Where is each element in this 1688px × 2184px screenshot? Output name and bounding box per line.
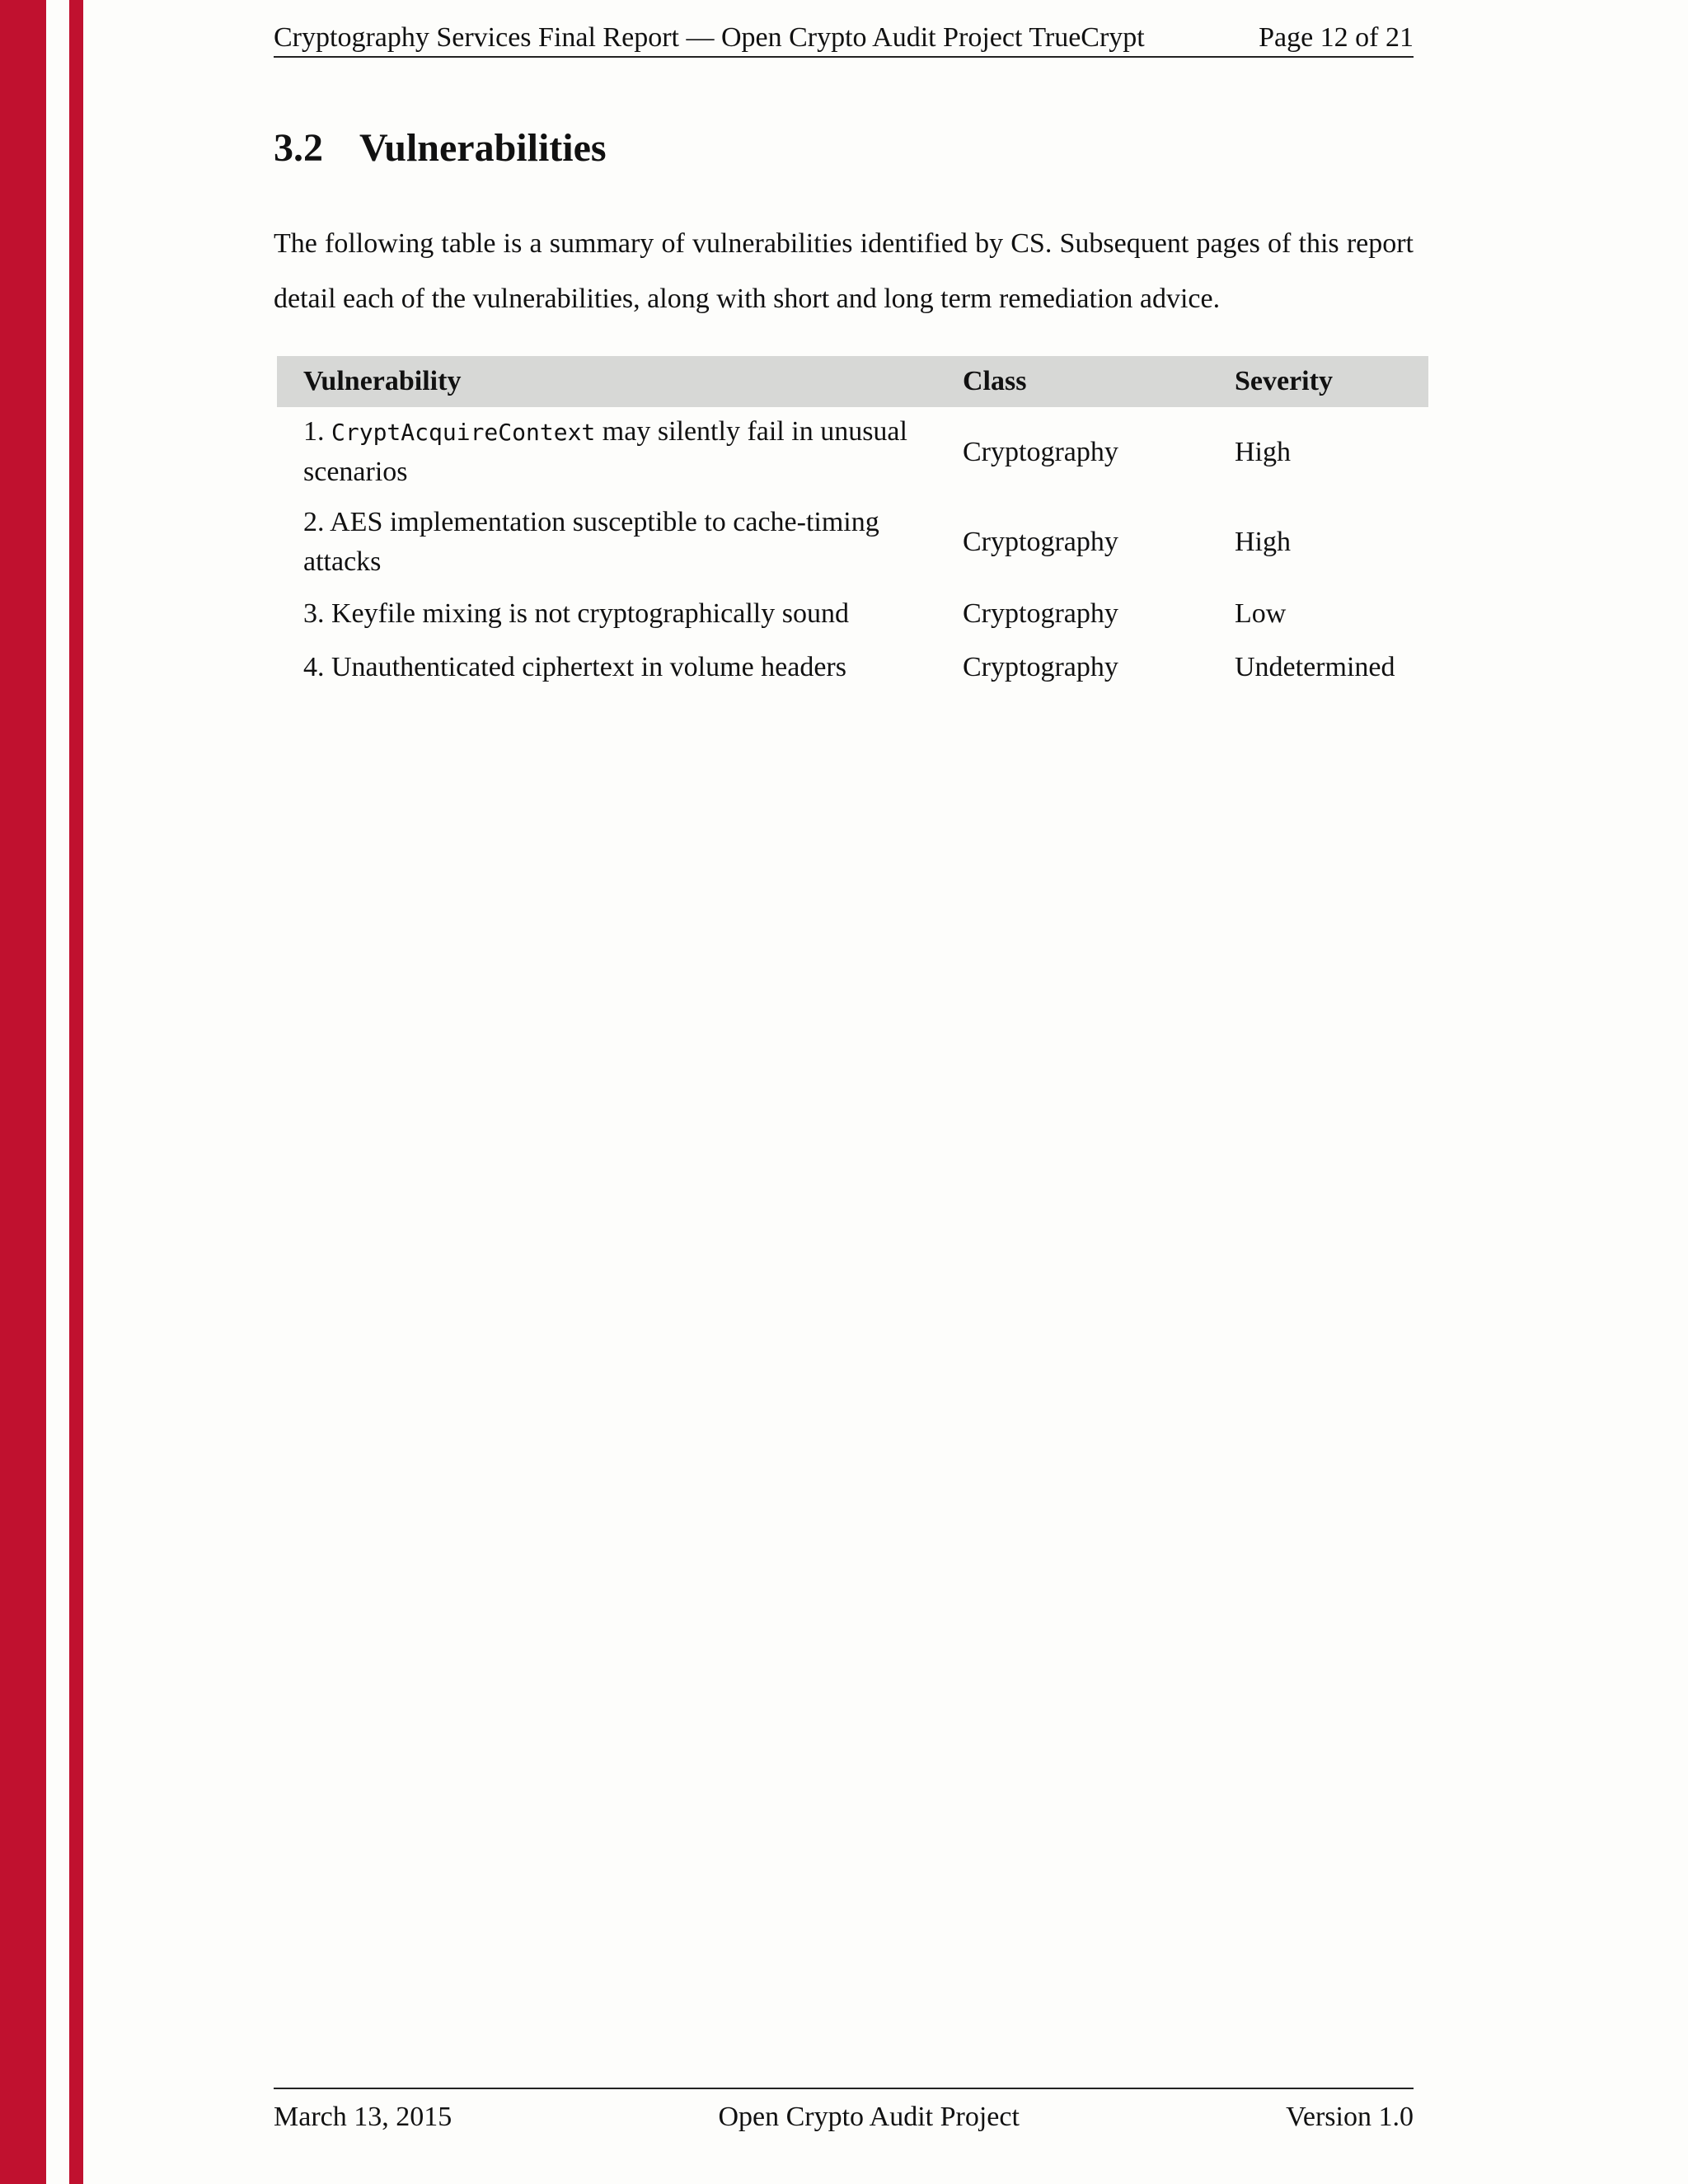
footer-organization: Open Crypto Audit Project — [718, 2102, 1020, 2132]
vulnerability-text: AES implementation susceptible to cache-timing attacks — [303, 506, 879, 577]
vulnerability-cell — [277, 587, 936, 640]
class-cell: Cryptography — [963, 526, 1118, 557]
vulnerability-summary-table — [277, 356, 1428, 694]
severity-cell: High — [1235, 436, 1291, 467]
item-number: 2. — [303, 506, 325, 537]
column-header-vulnerability: Vulnerability — [277, 356, 936, 407]
header-title: Cryptography Services Final Report — Open Crypto Audit Project TrueCrypt — [274, 22, 1145, 53]
page-footer — [274, 2088, 1414, 2137]
class-cell: Cryptography — [963, 598, 1118, 629]
page-header — [274, 18, 1414, 58]
vulnerability-text: Unauthenticated ciphertext in volume headers — [331, 651, 846, 682]
item-number: 4. — [303, 651, 325, 682]
table-row — [277, 640, 1428, 694]
table-row — [277, 587, 1428, 640]
section-number: 3.2 — [274, 126, 323, 170]
vulnerability-cell — [277, 497, 936, 587]
severity-cell: Undetermined — [1235, 651, 1395, 682]
header-page-number: Page 12 of 21 — [1259, 22, 1414, 53]
intro-paragraph: The following table is a summary of vulnerabilities identified by CS. Subsequent pages of this report detail each of the vulnerabilities, along with short and long term remediation advice. — [274, 228, 1414, 314]
footer-date: March 13, 2015 — [274, 2102, 452, 2132]
item-number: 1. — [303, 416, 325, 447]
table-row — [277, 497, 1428, 587]
section-heading — [274, 122, 607, 175]
vulnerability-cell — [277, 407, 936, 497]
vulnerability-text: may silently fail in unusual scenarios — [303, 416, 907, 487]
vulnerability-cell — [277, 640, 936, 694]
item-number: 3. — [303, 598, 325, 629]
severity-cell: High — [1235, 526, 1291, 557]
left-red-stripe-wide — [0, 0, 46, 2184]
table-row — [277, 407, 1428, 497]
footer-version: Version 1.0 — [1286, 2102, 1414, 2132]
table-header-row — [277, 356, 1428, 407]
severity-cell: Low — [1235, 598, 1287, 629]
code-identifier: CryptAcquireContext — [331, 419, 596, 446]
column-header-class: Class — [936, 356, 1208, 407]
left-red-stripe-narrow — [69, 0, 83, 2184]
class-cell: Cryptography — [963, 436, 1118, 467]
column-header-severity: Severity — [1208, 356, 1428, 407]
section-title: Vulnerabilities — [359, 126, 607, 170]
class-cell: Cryptography — [963, 651, 1118, 682]
vulnerability-text: Keyfile mixing is not cryptographically sound — [331, 598, 849, 629]
